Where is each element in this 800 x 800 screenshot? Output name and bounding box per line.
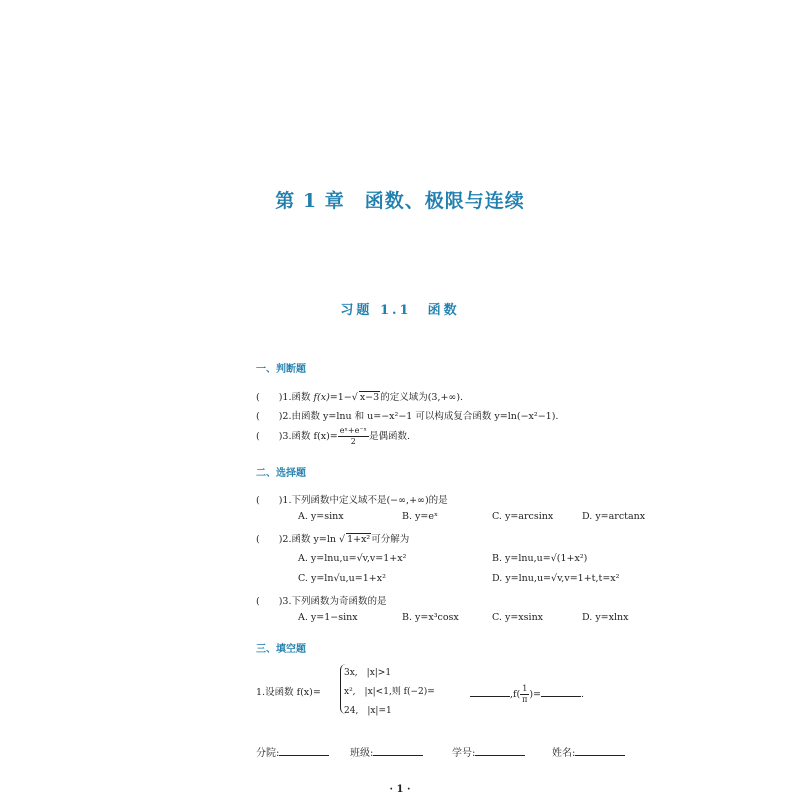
fill-q1-end: )= bbox=[529, 689, 542, 700]
piecewise-row-2: x², |x|<1,则 f(−2)= bbox=[344, 687, 435, 697]
fill-q1-fraction bbox=[520, 684, 529, 705]
class-label: 班级: bbox=[350, 748, 374, 759]
choice-q3-option-c: C. y=xsinx bbox=[492, 612, 544, 623]
page-number: · 1 · bbox=[389, 784, 411, 795]
fill-question-1-tail bbox=[470, 684, 584, 705]
choice-q2-suffix: 可分解为 bbox=[371, 534, 410, 545]
chapter-title: 第 1 章 函数、极限与连续 bbox=[275, 190, 525, 212]
piecewise-row-3: 24, |x|=1 bbox=[344, 706, 392, 716]
college-label: 分院: bbox=[256, 748, 280, 759]
judgment-q3-prefix: ( )3.函数 f(x)= bbox=[256, 431, 338, 442]
fraction-denominator: 2 bbox=[350, 437, 356, 446]
fraction-denominator: π bbox=[522, 695, 528, 704]
judgment-q3-suffix: 是偶函数. bbox=[368, 431, 410, 442]
name-label: 姓名: bbox=[552, 748, 576, 759]
college-field[interactable] bbox=[279, 755, 329, 756]
sqrt-sign: √ bbox=[339, 534, 346, 545]
judgment-q1-prefix: ( )1.函数 bbox=[256, 392, 314, 403]
piecewise-row-1: 3x, |x|>1 bbox=[344, 668, 392, 678]
choice-q3-option-d: D. y=xlnx bbox=[582, 612, 629, 623]
fraction-numerator: 1 bbox=[522, 684, 528, 693]
judgment-question-1 bbox=[256, 389, 463, 403]
sqrt-sign: √ bbox=[351, 392, 358, 403]
exercise-title: 习题 1.1 函数 bbox=[340, 303, 460, 318]
class-field[interactable] bbox=[373, 755, 423, 756]
fill-q1-period: . bbox=[581, 689, 585, 700]
section-judgment: 一、判断题 bbox=[256, 364, 306, 375]
answer-blank-1[interactable] bbox=[470, 696, 510, 697]
choice-q3-option-a: A. y=1−sinx bbox=[298, 612, 358, 623]
student-id-label: 学号: bbox=[452, 748, 476, 759]
judgment-question-2: ( )2.由函数 y=lnu 和 u=−x²−1 可以构成复合函数 y=ln(−x²−1). bbox=[256, 411, 559, 422]
choice-q2-radicand: 1+x² bbox=[347, 534, 371, 545]
choice-q1-option-c: C. y=arcsinx bbox=[492, 511, 554, 522]
choice-question-2 bbox=[256, 531, 409, 545]
answer-blank-2[interactable] bbox=[541, 696, 581, 697]
fill-question-1-label: 1.设函数 f(x)= bbox=[256, 687, 321, 698]
choice-question-1: ( )1.下列函数中定义域不是(−∞,+∞)的是 bbox=[256, 495, 448, 506]
judgment-q1-func: f(x) bbox=[313, 392, 330, 403]
choice-q2-option-c: C. y=ln√u,u=1+x² bbox=[298, 573, 386, 584]
footer-class bbox=[350, 744, 423, 759]
judgment-q3-fraction bbox=[338, 426, 369, 447]
judgment-q1-suffix: 的定义域为(3,+∞). bbox=[380, 392, 464, 403]
student-id-field[interactable] bbox=[475, 755, 525, 756]
choice-q1-option-b: B. y=eˣ bbox=[402, 511, 438, 522]
fill-q1-mid: ,f( bbox=[510, 689, 521, 700]
judgment-question-3 bbox=[256, 426, 410, 447]
choice-q1-option-a: A. y=sinx bbox=[298, 511, 344, 522]
judgment-q1-mid: =1− bbox=[329, 392, 352, 403]
footer-name bbox=[552, 744, 625, 759]
section-choice: 二、选择题 bbox=[256, 468, 306, 479]
section-fill: 三、填空题 bbox=[256, 644, 306, 655]
footer-student-id bbox=[452, 744, 525, 759]
fraction-numerator: eˣ+e⁻ˣ bbox=[339, 426, 367, 435]
choice-q1-option-d: D. y=arctanx bbox=[582, 511, 646, 522]
choice-q2-option-b: B. y=lnu,u=√(1+x²) bbox=[492, 553, 588, 564]
choice-question-3: ( )3.下列函数为奇函数的是 bbox=[256, 596, 387, 607]
judgment-q1-radicand: x−3 bbox=[359, 392, 380, 403]
name-field[interactable] bbox=[575, 755, 625, 756]
choice-q2-prefix: ( )2.函数 y=ln bbox=[256, 534, 339, 545]
choice-q2-option-a: A. y=lnu,u=√v,v=1+x² bbox=[298, 553, 407, 564]
choice-q3-option-b: B. y=x³cosx bbox=[402, 612, 459, 623]
footer-college bbox=[256, 744, 329, 759]
choice-q2-option-d: D. y=lnu,u=√v,v=1+t,t=x² bbox=[492, 573, 620, 584]
